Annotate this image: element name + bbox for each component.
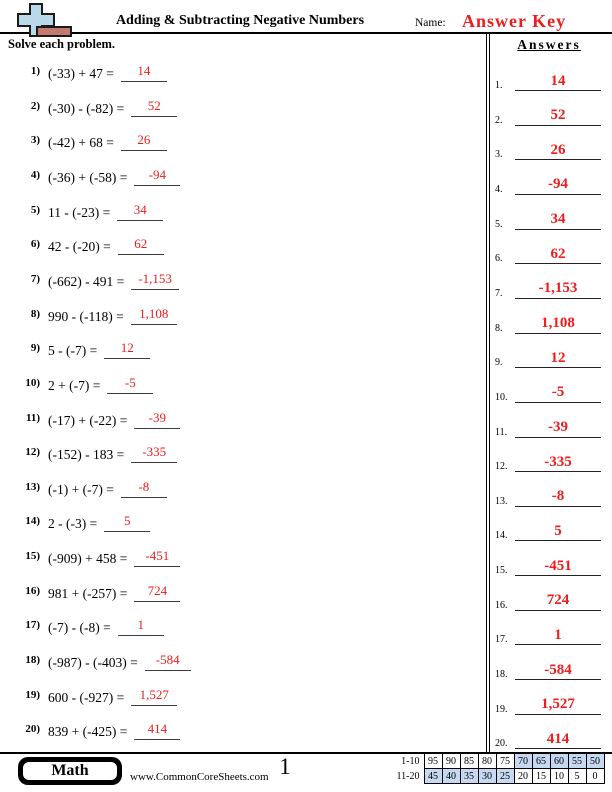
score-cell: 50: [586, 754, 604, 769]
answer-row: [495, 376, 601, 403]
score-cell: 0: [586, 769, 604, 784]
problem-row: [14, 235, 164, 255]
problem-row: [14, 720, 180, 740]
problem-row: [14, 201, 163, 221]
score-cell: 65: [532, 754, 550, 769]
problem-answer: -451: [145, 548, 170, 564]
subject-label: Math: [21, 760, 119, 782]
answer-blank-line: [121, 62, 167, 82]
score-cell: 30: [478, 769, 496, 784]
problem-row: [14, 305, 177, 325]
answer-blank-line: [131, 686, 177, 706]
problem-answer: 26: [137, 132, 151, 148]
answer-number: 10.: [495, 391, 508, 403]
answer-blank-line: [107, 374, 153, 394]
score-cell: 80: [478, 754, 496, 769]
name-value-answer-key: Answer Key: [462, 11, 567, 31]
problem-expression: 990 - (-118) =: [48, 308, 124, 324]
problem-row: [14, 62, 167, 82]
answer-blank-line: [121, 131, 167, 151]
problem-answer: -1,153: [138, 270, 172, 286]
answer-row: [495, 203, 601, 230]
problem-expression: (-987) - (-403) =: [48, 655, 138, 671]
problem-expression: 11 - (-23) =: [48, 204, 111, 220]
score-cell: 55: [568, 754, 586, 769]
problem-row: [14, 374, 153, 394]
answer-value: 52: [515, 107, 601, 126]
answer-number: 12.: [495, 461, 508, 473]
answer-number: 7.: [495, 287, 503, 299]
answer-row: [495, 653, 601, 680]
answers-header: Answers: [517, 37, 581, 52]
problem-expression: 600 - (-927) =: [48, 689, 125, 705]
problem-row: [14, 409, 180, 429]
problem-row: [14, 512, 150, 532]
answer-number: 18.: [495, 669, 508, 681]
answer-number: 13.: [495, 495, 508, 507]
problem-number: 14): [25, 515, 40, 528]
problem-answer: 14: [137, 63, 151, 78]
problem-number: 10): [25, 376, 40, 389]
answer-number: 5.: [495, 218, 503, 230]
answer-value: -8: [515, 488, 601, 507]
website-url: www.CommonCoreSheets.com: [130, 771, 269, 783]
problem-number: 1): [30, 65, 40, 77]
problem-answer: -584: [155, 652, 180, 668]
score-cell: 5: [568, 769, 586, 784]
answer-number: 6.: [495, 253, 503, 265]
answer-number: 2.: [495, 114, 503, 126]
problem-row: [14, 97, 177, 117]
answer-row: [495, 307, 601, 334]
problem-number: 20): [25, 723, 40, 736]
problem-number: 15): [25, 550, 40, 563]
score-cell: 95: [424, 754, 442, 769]
answer-row: [495, 514, 601, 541]
answer-blank-line: [145, 651, 191, 671]
answer-blank-line: [134, 409, 180, 429]
problem-row: [14, 547, 180, 567]
answer-blank-line: [134, 547, 180, 567]
answer-row: [495, 341, 601, 368]
minus-icon: [37, 27, 71, 36]
problem-answer: 12: [120, 340, 134, 356]
answer-value: 62: [515, 246, 601, 265]
answer-value: -39: [515, 419, 601, 438]
answer-row: [495, 722, 601, 749]
answer-row: [495, 272, 601, 299]
name-label: Name:: [415, 17, 446, 29]
problem-number: 16): [25, 584, 40, 597]
problem-row: [14, 270, 179, 290]
answer-row: [495, 445, 601, 472]
problem-row: [14, 166, 180, 186]
problem-expression: (-909) + 458 =: [48, 551, 128, 567]
problem-answer: -39: [148, 409, 166, 425]
answer-blank-line: [131, 97, 177, 117]
answer-number: 17.: [495, 634, 508, 646]
problem-answer: -8: [138, 478, 150, 494]
answer-blank-line: [131, 443, 177, 463]
problem-row: [14, 131, 167, 151]
answer-value: -451: [515, 558, 601, 577]
problem-row: [14, 686, 177, 706]
problem-number: 4): [30, 168, 40, 181]
answer-blank-line: [134, 582, 180, 602]
subject-badge: [18, 757, 122, 785]
answer-blank-line: [134, 166, 180, 186]
problem-answer: 414: [147, 721, 168, 737]
problem-expression: 5 - (-7) =: [48, 343, 98, 359]
problem-answer: 34: [133, 201, 147, 217]
problem-number: 11): [25, 411, 40, 424]
answer-value: 12: [515, 350, 601, 369]
score-table: [388, 753, 605, 784]
problem-answer: 1: [137, 617, 144, 633]
problem-expression: 981 + (-257) =: [48, 585, 128, 601]
problem-number: 17): [25, 619, 40, 632]
problem-expression: 2 - (-3) =: [48, 516, 98, 532]
answer-blank-line: [117, 201, 163, 221]
answer-blank-line: [121, 478, 167, 498]
answer-blank-line: [104, 339, 150, 359]
problem-expression: (-1) + (-7) =: [48, 481, 114, 497]
problem-number: 5): [30, 203, 40, 216]
problem-answer: 52: [147, 97, 161, 113]
answer-value: -1,153: [515, 280, 601, 299]
score-cell: 25: [496, 769, 514, 784]
problem-row: [14, 651, 191, 671]
problem-number: 13): [25, 480, 40, 493]
answer-number: 11.: [495, 426, 508, 438]
problem-answer: 1,527: [139, 686, 169, 702]
answer-number: 4.: [495, 183, 503, 195]
answer-value: -94: [515, 176, 601, 195]
answer-blank-line: [131, 270, 179, 290]
problem-answer: 1,108: [139, 305, 169, 321]
answer-value: 1,108: [515, 315, 601, 334]
answer-value: 724: [515, 592, 601, 611]
answer-value: 1: [515, 627, 601, 646]
score-grid: [388, 753, 605, 784]
answer-row: [495, 237, 601, 264]
answer-number: 14.: [495, 530, 508, 542]
answer-value: -584: [515, 662, 601, 681]
instructions: Solve each problem.: [8, 37, 116, 51]
answer-row: [495, 99, 601, 126]
problem-number: 6): [30, 238, 40, 251]
answer-row: [495, 688, 601, 715]
problem-expression: (-30) - (-82) =: [48, 100, 125, 116]
plus-minus-icon: [4, 1, 74, 39]
answer-row: [495, 64, 601, 91]
problem-expression: (-7) - (-8) =: [48, 620, 111, 636]
score-cell: 75: [496, 754, 514, 769]
problem-expression: 2 + (-7) =: [48, 377, 101, 393]
problem-number: 8): [30, 307, 40, 320]
score-row: [388, 769, 604, 784]
score-row-label: 11-20: [396, 770, 420, 782]
score-cell: 60: [550, 754, 568, 769]
problem-expression: (-36) + (-58) =: [48, 169, 128, 185]
problem-expression: 42 - (-20) =: [48, 239, 111, 255]
answer-number: 3.: [495, 149, 503, 161]
answer-blank-line: [118, 235, 164, 255]
answer-blank-line: [118, 616, 164, 636]
answer-number: 15.: [495, 565, 508, 577]
problem-answer: -335: [142, 444, 167, 460]
answer-value: 414: [515, 731, 601, 750]
problem-answer: -5: [124, 374, 136, 390]
problem-number: 3): [30, 134, 40, 147]
problem-number: 12): [25, 446, 40, 459]
answer-value: 1,527: [515, 696, 601, 715]
problem-answer: -94: [148, 166, 166, 182]
problem-expression: (-662) - 491 =: [48, 273, 125, 289]
score-row-label: 1-10: [401, 755, 420, 767]
answer-blank-line: [134, 720, 180, 740]
answer-number: 1.: [495, 80, 503, 91]
answer-value: -5: [515, 384, 601, 403]
answer-number: 16.: [495, 599, 508, 611]
score-cell: 20: [514, 769, 532, 784]
problem-expression: (-33) + 47 =: [48, 66, 114, 81]
answer-number: 19.: [495, 703, 508, 715]
problem-number: 7): [30, 272, 40, 285]
answer-row: [495, 168, 601, 195]
answer-row: [495, 133, 601, 160]
answers-column: [486, 33, 608, 752]
answer-number: 8.: [495, 322, 503, 334]
answer-value: 5: [515, 523, 601, 542]
score-cell: 35: [460, 769, 478, 784]
answer-blank-line: [104, 512, 150, 532]
page-title: Adding & Subtracting Negative Numbers: [115, 13, 365, 28]
answer-row: [495, 584, 601, 611]
problem-expression: 839 + (-425) =: [48, 724, 128, 740]
score-cell: 85: [460, 754, 478, 769]
problem-expression: (-17) + (-22) =: [48, 412, 128, 428]
problem-answer: 62: [134, 236, 148, 252]
score-cell: 40: [442, 769, 460, 784]
problem-answer: 724: [147, 582, 168, 598]
score-cell: 90: [442, 754, 460, 769]
answer-row: [495, 549, 601, 576]
score-cell: 10: [550, 769, 568, 784]
problem-number: 19): [25, 688, 40, 701]
problem-answer: 5: [123, 513, 131, 529]
answer-value: 34: [515, 211, 601, 230]
answer-row: [495, 618, 601, 645]
answer-blank-line: [131, 305, 177, 325]
answer-number: 9.: [495, 357, 503, 369]
worksheet-logo: [4, 1, 74, 44]
answer-row: [495, 411, 601, 438]
score-cell: 15: [532, 769, 550, 784]
score-cell: 70: [514, 754, 532, 769]
problem-row: [14, 443, 177, 463]
problem-expression: (-152) - 183 =: [48, 447, 125, 463]
answer-value: -335: [515, 454, 601, 473]
page-number: 1: [279, 754, 291, 779]
problem-number: 2): [30, 99, 40, 112]
score-cell: 45: [424, 769, 442, 784]
answer-value: 26: [515, 142, 601, 161]
problem-row: [14, 616, 164, 636]
problem-row: [14, 582, 180, 602]
answer-row: [495, 480, 601, 507]
problem-number: 9): [30, 342, 40, 355]
problem-row: [14, 478, 167, 498]
problem-row: [14, 339, 150, 359]
problem-number: 18): [25, 654, 40, 667]
answer-value: 14: [515, 73, 601, 92]
score-row: [388, 754, 604, 769]
problem-expression: (-42) + 68 =: [48, 135, 114, 151]
answer-number: 20.: [495, 738, 508, 750]
